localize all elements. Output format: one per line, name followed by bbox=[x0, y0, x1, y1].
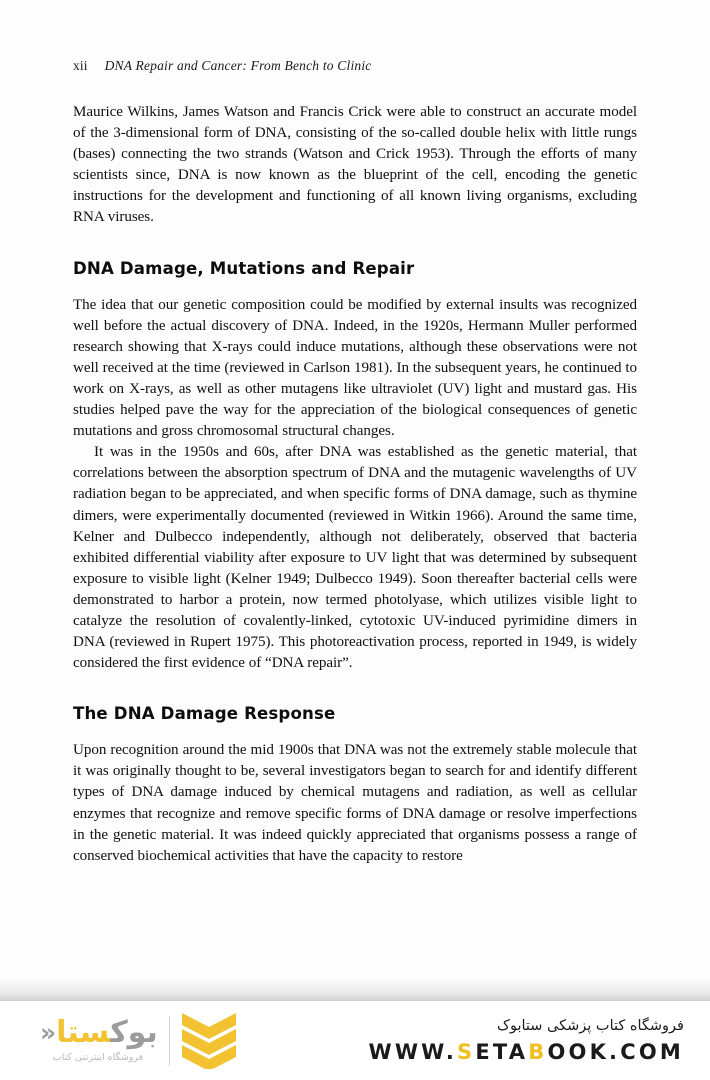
url-part-b: B bbox=[528, 1039, 548, 1064]
paragraph-4: Upon recognition around the mid 1900s that DNA was not the extremely stable molecule that it was originally thought to be, several investigators began to search for and identify different types of DNA damage induced by chemical mutagens and radiation, as well as cellular enzymes that recognize and remove specific forms of DNA damage or resolve imperfections in the genetic material. It was indeed quickly appreciated that organisms possess a range of conserved biochemical activities that have the capacity to restore bbox=[73, 742, 637, 864]
logo-divider bbox=[169, 1016, 170, 1066]
setabook-footer-banner bbox=[0, 1000, 710, 1080]
book-title: DNA Repair and Cancer: From Bench to Clinic bbox=[104, 58, 372, 73]
url-part-s: S bbox=[457, 1039, 476, 1064]
spacer bbox=[73, 278, 637, 295]
logo-word-part-gold: ستا bbox=[56, 1015, 111, 1050]
spacer bbox=[73, 723, 637, 740]
url-part-eta: ETA bbox=[475, 1039, 529, 1064]
logo-word-part-gray: بوک bbox=[110, 1015, 158, 1050]
url-part-ookcom: OOK.COM bbox=[547, 1039, 684, 1064]
spacer bbox=[73, 229, 637, 259]
gold-chevron-stack-icon bbox=[182, 1013, 236, 1069]
footer-website-url[interactable] bbox=[368, 1040, 684, 1064]
logo-wordmark-block bbox=[38, 1015, 169, 1063]
logo-chevron-glyph: « bbox=[40, 1018, 57, 1047]
setabook-brand-text bbox=[368, 1018, 684, 1064]
logo-wordmark-text bbox=[38, 1015, 158, 1050]
setabook-logo[interactable] bbox=[38, 1010, 236, 1072]
page-number: xii bbox=[73, 58, 88, 73]
page-content bbox=[73, 58, 637, 867]
paragraph-2: The idea that our genetic composition could be modified by external insults was recognized well before the actual discovery of DNA. Indeed, in the 1920s, Hermann Muller performed research showing that X-rays could induce mutations, although these observations were not well received at the time (reviewed in Carlson 1981). In the subsequent years, he continued to work on X-rays, as well as other mutagens like ultraviolet (UV) light and mustard gas. His studies helped pave the way for the appreciation of the biological consequences of genetic mutations and gross chromosomal structural changes. bbox=[73, 296, 637, 440]
footer-tagline: فروشگاه کتاب پزشکی ستابوک bbox=[496, 1017, 684, 1034]
url-part-www: WWW. bbox=[368, 1039, 458, 1064]
running-head bbox=[73, 58, 637, 74]
paragraph-1: Maurice Wilkins, James Watson and Francis Crick were able to construct an accurate model of the 3-dimensional form of DNA, consisting of the so-called double helix with little rungs (bases) connecting the two strands (Watson and Crick 1953). Through the efforts of many scientists since, DNA is now known as the blueprint of the cell, encoding the genetic instructions for the development and functioning of all known living organisms, excluding RNA viruses. bbox=[73, 104, 637, 226]
logo-subtitle: فروشگاه اینترنتی کتاب bbox=[52, 1052, 144, 1063]
section-heading-dna-damage-mutations-and-repair: DNA Damage, Mutations and Repair bbox=[73, 258, 415, 278]
page-bottom-shading bbox=[0, 978, 710, 1000]
spacer bbox=[73, 674, 637, 704]
paragraph-3: It was in the 1950s and 60s, after DNA was established as the genetic material, that correlations between the absorption spectrum of DNA and the mutagenic wavelengths of UV radiation began to be appreciated, and when specific forms of DNA damage, such as thymine dimers, were experimentally documented (reviewed in Witkin 1966). Around the same time, Kelner and Dulbecco independently, although not deliberately, observed that bacteria exhibited differential viability after exposure to UV light that was determined by subsequent exposure to visible light (Kelner 1949; Dulbecco 1949). Soon thereafter bacterial cells were demonstrated to harbor a protein, now termed photolyase, which utilizes visible light to catalyze the resolution of covalently-linked, cytotoxic UV-induced pyrimidine dimers in DNA (reviewed in Rupert 1975). This photoreactivation process, reported in 1949, is widely considered the first evidence of “DNA repair”. bbox=[73, 444, 637, 672]
section-heading-the-dna-damage-response: The DNA Damage Response bbox=[73, 704, 336, 724]
